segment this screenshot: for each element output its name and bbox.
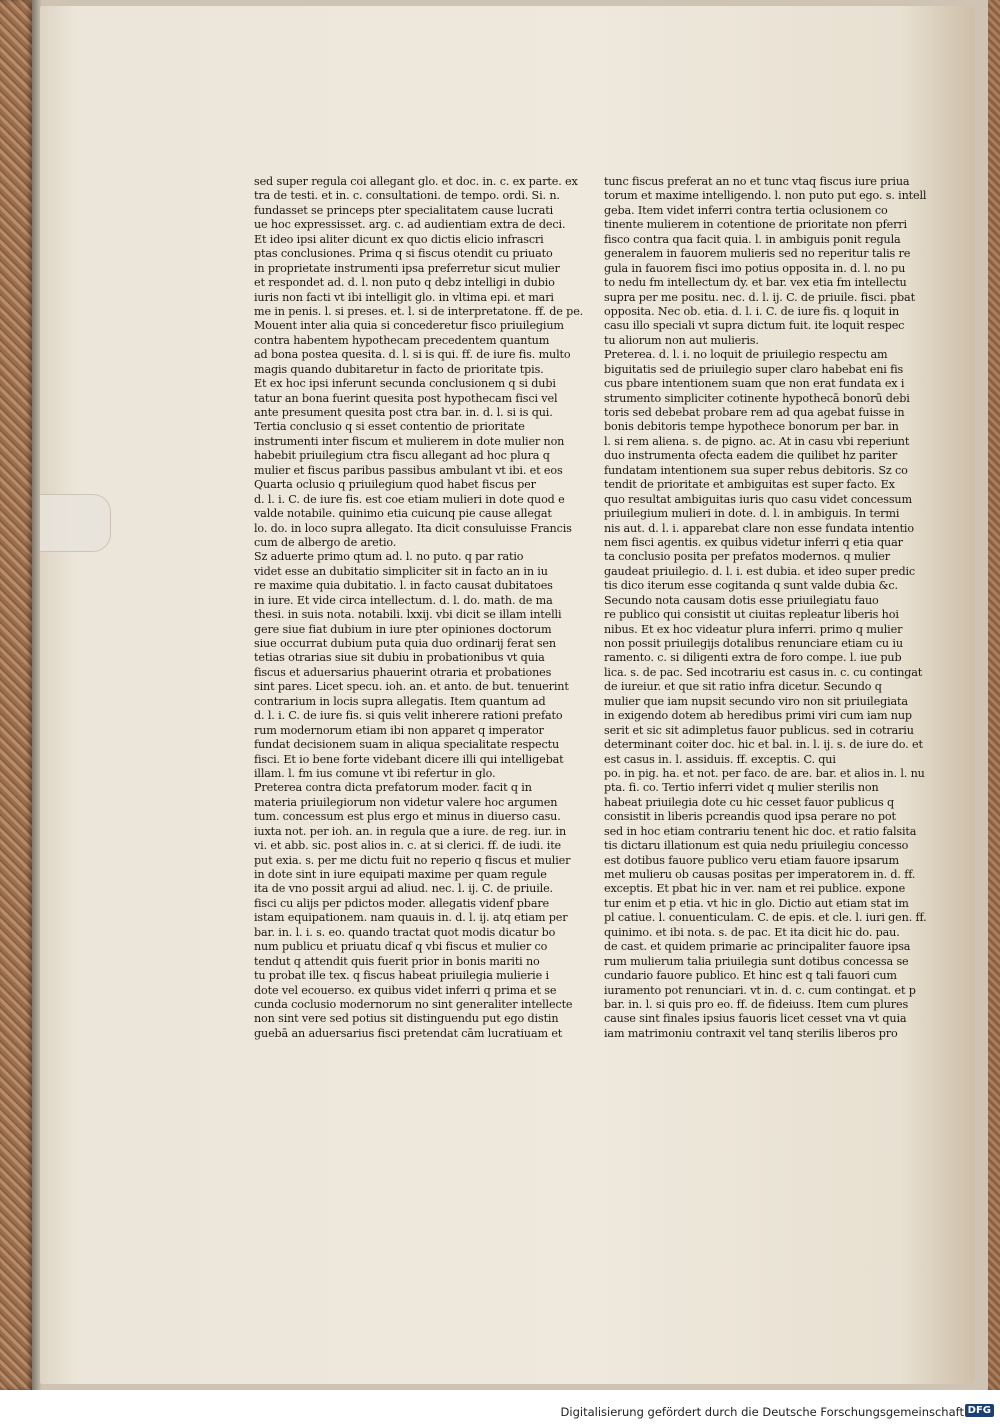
text-line: duo instrumenta ofecta eadem die quilibet hz pariter bbox=[604, 449, 898, 463]
text-line: l. si rem aliena. s. de pigno. ac. At in casu vbi reperiunt bbox=[604, 434, 910, 448]
text-line: thesi. in suis nota. notabili. lxxij. vbi dicit se illam intelli bbox=[254, 608, 562, 622]
text-line: biguitatis sed de priuilegio super claro habebat eni fis bbox=[604, 362, 904, 376]
text-line: sint pares. Licet specu. ioh. an. et anto. de but. tenuerint bbox=[254, 680, 569, 694]
text-line: habeat priuilegia dote cu hic cesset fauor publicus q bbox=[604, 795, 894, 809]
text-line: cunda coclusio modernorum no sint generaliter intellecte bbox=[254, 997, 573, 1011]
text-line: Preterea. d. l. i. no loquit de priuilegio respectu am bbox=[604, 348, 888, 362]
text-line: priuilegium mulieri in dote. d. l. in ambiguis. In termi bbox=[604, 507, 900, 521]
text-line: quinimo. et ibi nota. s. de pac. Et ita dicit hic do. pau. bbox=[604, 925, 900, 939]
text-line: tum. concessum est plus ergo et minus in diuerso casu. bbox=[254, 810, 561, 824]
text-line: de cast. et quidem primarie ac principaliter fauore ipsa bbox=[604, 940, 911, 954]
text-line: fundasset se princeps pter specialitatem cause lucrati bbox=[254, 203, 554, 217]
text-line: generalem in fauorem mulieris sed no reperitur talis re bbox=[604, 247, 911, 261]
text-line: tetias otrarias siue sit dubiu in probationibus vt quia bbox=[254, 651, 545, 665]
text-line: valde notabile. quinimo etia cuicunq pie cause allegat bbox=[254, 507, 552, 521]
text-line: videt esse an dubitatio simpliciter sit in facto an in iu bbox=[254, 564, 548, 578]
paper-bookmark-strip bbox=[40, 494, 111, 552]
text-line: bar. in. l. i. s. eo. quando tractat quot modis dicatur bo bbox=[254, 925, 556, 939]
text-line: Mouent inter alia quia si concederetur fisco priuilegium bbox=[254, 319, 564, 333]
text-line: lica. s. de pac. Sed incotrariu est casus in. c. cu contingat bbox=[604, 665, 923, 679]
text-line: num publicu et priuatu dicaf q vbi fiscus et mulier co bbox=[254, 940, 548, 954]
text-line: nibus. Et ex hoc videatur plura inferri. primo q mulier bbox=[604, 622, 903, 636]
text-line: in iure. Et vide circa intellectum. d. l. do. math. de ma bbox=[254, 593, 553, 607]
book-cover-right-board bbox=[988, 0, 1000, 1390]
text-line: ita de vno possit argui ad aliud. nec. l. ij. C. de priuile. bbox=[254, 882, 553, 896]
text-line: rum modernorum etiam ibi non apparet q imperator bbox=[254, 723, 544, 737]
text-line: ad bona postea quesita. d. l. si is qui. ff. de iure fis. multo bbox=[254, 348, 571, 362]
text-line: casu illo speciali vt supra dictum fuit. ite loquit respec bbox=[604, 319, 905, 333]
text-line: nis aut. d. l. i. apparebat clare non esse fundata intentio bbox=[604, 521, 914, 535]
text-line: tu probat ille tex. q fiscus habeat priuilegia mulierie i bbox=[254, 969, 549, 983]
text-line: mulier et fiscus paribus passibus ambulant vt ibi. et eos bbox=[254, 463, 563, 477]
text-line: iam matrimoniu contraxit vel tanq sterilis liberos pro bbox=[604, 1026, 898, 1040]
text-line: fundat decisionem suam in aliqua specialitate respectu bbox=[254, 738, 560, 752]
text-line: exceptis. Et pbat hic in ver. nam et rei publice. expone bbox=[604, 882, 906, 896]
text-line: opposita. Nec ob. etia. d. l. i. C. de iure fis. q loquit in bbox=[604, 304, 900, 318]
text-line: est casus in. l. assiduis. ff. exceptis. C. qui bbox=[604, 752, 836, 766]
text-line: fiscus et aduersarius phauerint otraria et probationes bbox=[254, 665, 552, 679]
text-line: consistit in liberis pcreandis quod ipsa perare no pot bbox=[604, 810, 896, 824]
text-line: Preterea contra dicta prefatorum moder. facit q in bbox=[254, 781, 532, 795]
text-line: nem fisci agentis. ex quibus videtur inferri q etia quar bbox=[604, 535, 903, 549]
text-line: determinant coiter doc. hic et bal. in. l. ij. s. de iure do. et bbox=[604, 738, 923, 752]
text-line: sed super regula coi allegant glo. et doc. in. c. ex parte. ex bbox=[254, 175, 578, 188]
text-line: supra per me positu. nec. d. l. ij. C. de priuile. fisci. pbat bbox=[604, 290, 915, 304]
text-line: et respondet ad. d. l. non puto q debz intelligi in dubio bbox=[254, 276, 555, 290]
text-line: fisci. Et io bene forte videbant dicere illi qui intelligebat bbox=[254, 752, 564, 766]
text-line: bonis debitoris tempe hypothece bonorum per bar. in bbox=[604, 420, 899, 434]
text-line: pta. fi. co. Tertio inferri videt q mulier sterilis non bbox=[604, 781, 879, 795]
text-line: geba. Item videt inferri contra tertia oclusionem co bbox=[604, 203, 888, 217]
text-line: tis dictaru illationum est quia nedu priuilegiu concesso bbox=[604, 839, 909, 853]
text-line: contra habentem hypothecam precedentem quantum bbox=[254, 333, 550, 347]
text-line: pl catiue. l. conuenticulam. C. de epis. et cle. l. iuri gen. ff. bbox=[604, 911, 927, 925]
text-line: vi. et abb. sic. post alios in. c. at si clerici. ff. de iudi. ite bbox=[254, 839, 562, 853]
text-line: rum mulierum talia priuilegia sunt dotibus concessa se bbox=[604, 954, 909, 968]
text-line: d. l. i. C. de iure fis. si quis velit inherere rationi prefato bbox=[254, 709, 563, 723]
text-line: habebit priuilegium ctra fiscu allegant ad hoc plura q bbox=[254, 449, 550, 463]
text-line: serit et sic sit adimpletus fauor publicus. sed in cotrariu bbox=[604, 723, 914, 737]
text-line: Et ideo ipsi aliter dicunt ex quo dictis elicio infrascri bbox=[254, 232, 544, 246]
text-line: ue hoc expressisset. arg. c. ad audientiam extra de deci. bbox=[254, 218, 566, 232]
text-line: istam equipationem. nam quauis in. d. l. ij. atq etiam per bbox=[254, 911, 568, 925]
text-line: cus pbare intentionem suam que non erat fundata ex i bbox=[604, 377, 905, 391]
text-line: contrarium in locis supra allegatis. Item quantum ad bbox=[254, 694, 546, 708]
text-line: instrumenti inter fiscum et mulierem in dote mulier non bbox=[254, 434, 565, 448]
text-line: cundario fauore publico. Et hinc est q tali fauori cum bbox=[604, 969, 897, 983]
text-line: to nedu fm intellectum dy. et bar. vex etia fm intellectu bbox=[604, 276, 907, 290]
book-cover-left-board bbox=[0, 0, 32, 1390]
text-line: tendit de prioritate et ambiguitas est super facto. Ex bbox=[604, 478, 895, 492]
text-line: siue occurrat dubium puta quia duo ordinarij ferat sen bbox=[254, 637, 556, 650]
text-line: met mulieru ob causas positas per imperatorem in. d. ff. bbox=[604, 868, 916, 881]
text-line: tendut q attendit quis fuerit prior in bonis mariti no bbox=[254, 954, 540, 968]
text-line: ramento. c. si diligenti extra de foro compe. l. iue pub bbox=[604, 651, 902, 665]
text-line: Secundo nota causam dotis esse priuilegiatu fauo bbox=[604, 593, 879, 607]
text-line: tinente mulierem in cotentione de prioritate non pferri bbox=[604, 218, 907, 232]
text-line: est dotibus fauore publico veru etiam fauore ipsarum bbox=[604, 853, 899, 867]
text-line: re maxime quia dubitatio. l. in facto causat dubitatoes bbox=[254, 579, 553, 593]
text-line: fisci cu alijs per pdictos moder. allegatis videnf pbare bbox=[254, 896, 550, 910]
text-line: non possit priuilegijs dotalibus renunciare etiam cu iu bbox=[604, 637, 903, 650]
text-line: dote vel ecouerso. ex quibus videt inferri q prima et se bbox=[254, 983, 557, 997]
text-line: tunc fiscus preferat an no et tunc vtaq fiscus iure priua bbox=[604, 175, 910, 188]
text-line: iuris non facti vt ibi intelligit glo. in vltima epi. et mari bbox=[254, 290, 554, 304]
text-line: Et ex hoc ipsi inferunt secunda conclusionem q si dubi bbox=[254, 377, 556, 391]
text-line: guebā an aduersarius fisci pretendat cām lucratiuam et bbox=[254, 1026, 563, 1040]
text-line: materia priuilegiorum non videtur valere hoc argumen bbox=[254, 795, 558, 809]
text-line: in exigendo dotem ab heredibus primi viri cum iam nup bbox=[604, 709, 912, 723]
text-line: fundatam intentionem sua super rebus debitoris. Sz co bbox=[604, 463, 908, 477]
footer-credit: Digitalisierung gefördert durch die Deutsche Forschungsgemeinschaft bbox=[560, 1405, 964, 1419]
text-line: torum et maxime intelligendo. l. non puto put ego. s. intell bbox=[604, 189, 927, 203]
text-line: tur enim et p etia. vt hic in glo. Dictio aut etiam stat im bbox=[604, 896, 909, 910]
text-line: gere siue fiat dubium in iure pter opiniones doctorum bbox=[254, 622, 552, 636]
text-line: cum de albergo de aretio. bbox=[254, 535, 397, 549]
text-line: ta conclusio posita per prefatos modernos. q mulier bbox=[604, 550, 890, 564]
text-line: in proprietate instrumenti ipsa preferretur sicut mulier bbox=[254, 261, 560, 275]
text-line: iuxta not. per ioh. an. in regula que a iure. de reg. iur. in bbox=[254, 824, 567, 838]
text-line: po. in pig. ha. et not. per faco. de are. bar. et alios in. l. nu bbox=[604, 766, 925, 780]
text-line: put exia. s. per me dictu fuit no reperio q fiscus et mulier bbox=[254, 853, 571, 867]
text-line: d. l. i. C. de iure fis. est coe etiam mulieri in dote quod e bbox=[254, 492, 565, 506]
text-line: tis dico iterum esse cogitanda q sunt valde dubia &c. bbox=[604, 579, 898, 593]
text-line: in dote sint in iure equipati maxime per quam regule bbox=[254, 868, 547, 881]
text-line: tatur an bona fuerint quesita post hypothecam fisci vel bbox=[254, 391, 558, 405]
text-line: non sint vere sed potius sit distinguendu put ego distin bbox=[254, 1012, 559, 1026]
text-line: strumento simpliciter cotinente hypothecā bonorū debi bbox=[604, 391, 910, 405]
text-line: tra de testi. et in. c. consultationi. de tempo. ordi. Si. n. bbox=[254, 189, 560, 203]
text-line: quo resultat ambiguitas iuris quo casu videt concessum bbox=[604, 492, 912, 506]
text-column-right bbox=[604, 175, 927, 1041]
text-line: gaudeat priuilegio. d. l. i. est dubia. et ideo super predic bbox=[604, 564, 916, 578]
text-line: Quarta oclusio q priuilegium quod habet fiscus per bbox=[254, 478, 536, 492]
dfg-logo: DFG bbox=[965, 1404, 994, 1417]
text-line: toris sed debebat probare rem ad qua agebat fuisse in bbox=[604, 406, 905, 419]
text-line: ante presument quesita post ctra bar. in. d. l. si is qui. bbox=[254, 406, 553, 419]
text-line: lo. do. in loco supra allegato. Ita dicit consuluisse Francis bbox=[254, 521, 572, 535]
text-line: re publico qui consistit ut ciuitas repleatur liberis hoi bbox=[604, 608, 899, 622]
text-line: Sz aduerte primo qtum ad. l. no puto. q par ratio bbox=[254, 550, 524, 564]
text-line: cause sint finales ipsius fauoris licet cesset vna vt quia bbox=[604, 1012, 907, 1026]
text-line: Tertia conclusio q si esset contentio de prioritate bbox=[254, 420, 525, 434]
text-line: me in penis. l. si preses. et. l. si de interpretatone. ff. de pe. bbox=[254, 304, 584, 318]
text-line: magis quando dubitaretur in facto de prioritate tpis. bbox=[254, 362, 544, 376]
text-line: gula in fauorem fisci imo potius opposita in. d. l. no pu bbox=[604, 261, 906, 275]
text-line: illam. l. fm ius comune vt ibi refertur in glo. bbox=[254, 766, 496, 780]
text-line: mulier que iam nupsit secundo viro non sit priuilegiata bbox=[604, 694, 908, 708]
text-line: bar. in. l. si quis pro eo. ff. de fideiuss. Item cum plures bbox=[604, 997, 909, 1011]
text-line: iuramento pot renunciari. vt in. d. c. cum contingat. et p bbox=[604, 983, 916, 997]
text-line: ptas conclusiones. Prima q si fiscus otendit cu priuato bbox=[254, 247, 553, 261]
text-column-left bbox=[254, 175, 584, 1041]
text-line: de iureiur. et que sit ratio infra dicetur. Secundo q bbox=[604, 680, 882, 694]
text-line: fisco contra qua facit quia. l. in ambiguis ponit regula bbox=[604, 232, 901, 246]
text-line: sed in hoc etiam contrariu tenent hic doc. et ratio falsita bbox=[604, 824, 917, 838]
text-line: tu aliorum non aut mulieris. bbox=[604, 333, 759, 347]
